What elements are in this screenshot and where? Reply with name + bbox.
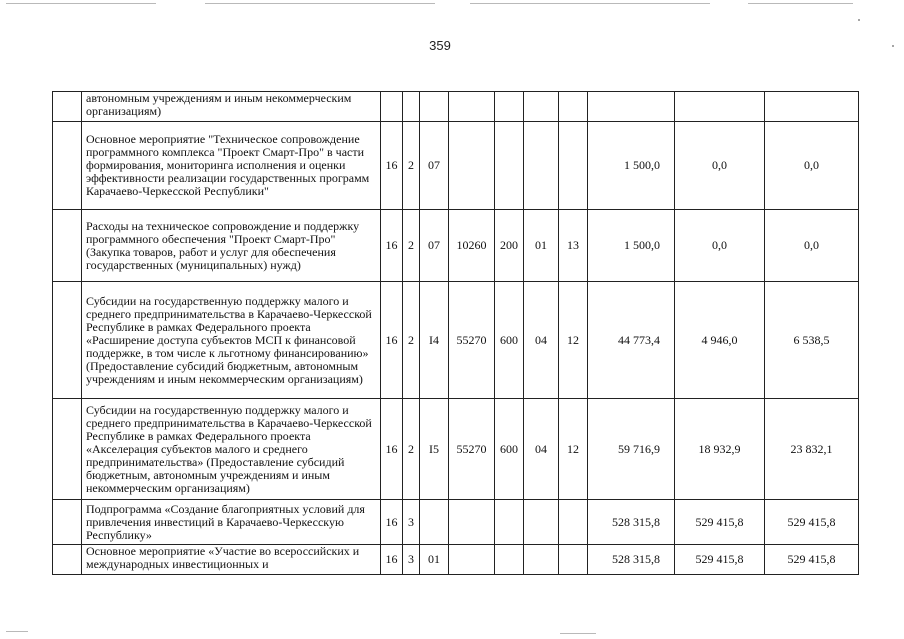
expense-type-cell <box>495 500 524 545</box>
row-name-cell: Субсидии на государственную поддержку малого и среднего предпринимательства в Карачаево-Черкесской Республике в рамках Федерального проекта «Расширение доступа субъектов МСП к финансовой поддержке, в том числе к льготному финансированию» (Предоставление субсидий бюджетным, автономным учреждениям и иным некоммерческим организациям) <box>82 282 381 399</box>
activity-code-cell: 07 <box>420 122 449 210</box>
section-cell <box>524 500 559 545</box>
ministry-code-cell: 16 <box>381 122 403 210</box>
row-name-cell: Расходы на техническое сопровождение и поддержку программного обеспечения "Проект Смарт-Про" (Закупка товаров, работ и услуг для обеспечения государственных (муниципальных) нужд) <box>82 210 381 282</box>
amount-year2-cell: 529 415,8 <box>675 545 765 575</box>
row-name-cell: автономным учреждениям и иным некоммерческим организациям) <box>82 92 381 122</box>
direction-code-cell <box>449 545 495 575</box>
activity-code-cell: I5 <box>420 399 449 500</box>
subprogram-code-cell: 2 <box>403 282 420 399</box>
row-index-cell <box>53 210 82 282</box>
amount-year3-cell: 0,0 <box>765 210 859 282</box>
ministry-code-cell: 16 <box>381 399 403 500</box>
activity-code-cell: 01 <box>420 545 449 575</box>
scan-artifact-line <box>6 3 156 4</box>
scan-artifact-line <box>560 633 596 634</box>
subprogram-code-cell: 2 <box>403 399 420 500</box>
subprogram-code-cell: 2 <box>403 210 420 282</box>
table-row <box>53 92 859 122</box>
amount-year3-cell <box>765 92 859 122</box>
subsection-cell <box>559 545 588 575</box>
section-cell <box>524 122 559 210</box>
row-name-cell: Основное мероприятие «Участие во всероссийских и международных инвестиционных и <box>82 545 381 575</box>
row-name-cell: Основное мероприятие "Техническое сопровождение программного комплекса "Проект Смарт-Про" в части формирования, мониторинга исполнения и оценки эффективности реализации государственных программ Карачаево-Черкесской Республики" <box>82 122 381 210</box>
table-row <box>53 122 859 210</box>
amount-year2-cell: 18 932,9 <box>675 399 765 500</box>
section-cell <box>524 545 559 575</box>
ministry-code-cell: 16 <box>381 545 403 575</box>
page-number: 359 <box>429 38 451 53</box>
table-row <box>53 210 859 282</box>
row-name-cell: Подпрограмма «Создание благоприятных условий для привлечения инвестиций в Карачаево-Черкесскую Республику» <box>82 500 381 545</box>
row-name-cell: Субсидии на государственную поддержку малого и среднего предпринимательства в Карачаево-Черкесской Республике в рамках Федерального проекта «Акселерация субъектов малого и среднего предпринимательства» (Предоставление субсидий бюджетным, автономным учреждениям и иным некоммерческим организациям) <box>82 399 381 500</box>
subsection-cell <box>559 92 588 122</box>
row-index-cell <box>53 122 82 210</box>
direction-code-cell <box>449 122 495 210</box>
section-cell: 04 <box>524 399 559 500</box>
ministry-code-cell: 16 <box>381 210 403 282</box>
amount-year1-cell: 528 315,8 <box>588 545 675 575</box>
scan-artifact-line <box>6 631 28 632</box>
table-row <box>53 500 859 545</box>
expense-type-cell <box>495 545 524 575</box>
direction-code-cell: 10260 <box>449 210 495 282</box>
row-index-cell <box>53 399 82 500</box>
subsection-cell: 13 <box>559 210 588 282</box>
table-row <box>53 399 859 500</box>
scan-artifact-line <box>205 3 435 4</box>
amount-year3-cell: 529 415,8 <box>765 500 859 545</box>
scan-artifact-dot <box>858 19 860 21</box>
direction-code-cell <box>449 500 495 545</box>
subprogram-code-cell: 2 <box>403 122 420 210</box>
amount-year2-cell: 529 415,8 <box>675 500 765 545</box>
expense-type-cell: 600 <box>495 399 524 500</box>
amount-year3-cell: 529 415,8 <box>765 545 859 575</box>
ministry-code-cell: 16 <box>381 500 403 545</box>
ministry-code-cell <box>381 92 403 122</box>
activity-code-cell <box>420 500 449 545</box>
direction-code-cell: 55270 <box>449 282 495 399</box>
ministry-code-cell: 16 <box>381 282 403 399</box>
subprogram-code-cell: 3 <box>403 500 420 545</box>
amount-year2-cell: 0,0 <box>675 210 765 282</box>
expense-type-cell <box>495 122 524 210</box>
scan-artifact-dot <box>892 45 894 47</box>
row-index-cell <box>53 92 82 122</box>
amount-year1-cell: 528 315,8 <box>588 500 675 545</box>
amount-year1-cell <box>588 92 675 122</box>
section-cell <box>524 92 559 122</box>
activity-code-cell: I4 <box>420 282 449 399</box>
budget-table <box>52 91 859 575</box>
amount-year2-cell: 4 946,0 <box>675 282 765 399</box>
amount-year1-cell: 1 500,0 <box>588 122 675 210</box>
amount-year1-cell: 44 773,4 <box>588 282 675 399</box>
amount-year3-cell: 6 538,5 <box>765 282 859 399</box>
section-cell: 04 <box>524 282 559 399</box>
subsection-cell <box>559 500 588 545</box>
expense-type-cell <box>495 92 524 122</box>
amount-year2-cell <box>675 92 765 122</box>
row-index-cell <box>53 545 82 575</box>
row-index-cell <box>53 500 82 545</box>
subsection-cell: 12 <box>559 399 588 500</box>
subprogram-code-cell <box>403 92 420 122</box>
amount-year2-cell: 0,0 <box>675 122 765 210</box>
direction-code-cell: 55270 <box>449 399 495 500</box>
direction-code-cell <box>449 92 495 122</box>
scan-artifact-line <box>748 3 853 4</box>
scan-artifact-line <box>470 3 710 4</box>
amount-year1-cell: 1 500,0 <box>588 210 675 282</box>
subsection-cell: 12 <box>559 282 588 399</box>
amount-year3-cell: 23 832,1 <box>765 399 859 500</box>
section-cell: 01 <box>524 210 559 282</box>
subprogram-code-cell: 3 <box>403 545 420 575</box>
activity-code-cell: 07 <box>420 210 449 282</box>
expense-type-cell: 600 <box>495 282 524 399</box>
amount-year1-cell: 59 716,9 <box>588 399 675 500</box>
row-index-cell <box>53 282 82 399</box>
table-row <box>53 545 859 575</box>
amount-year3-cell: 0,0 <box>765 122 859 210</box>
table-row <box>53 282 859 399</box>
expense-type-cell: 200 <box>495 210 524 282</box>
activity-code-cell <box>420 92 449 122</box>
subsection-cell <box>559 122 588 210</box>
